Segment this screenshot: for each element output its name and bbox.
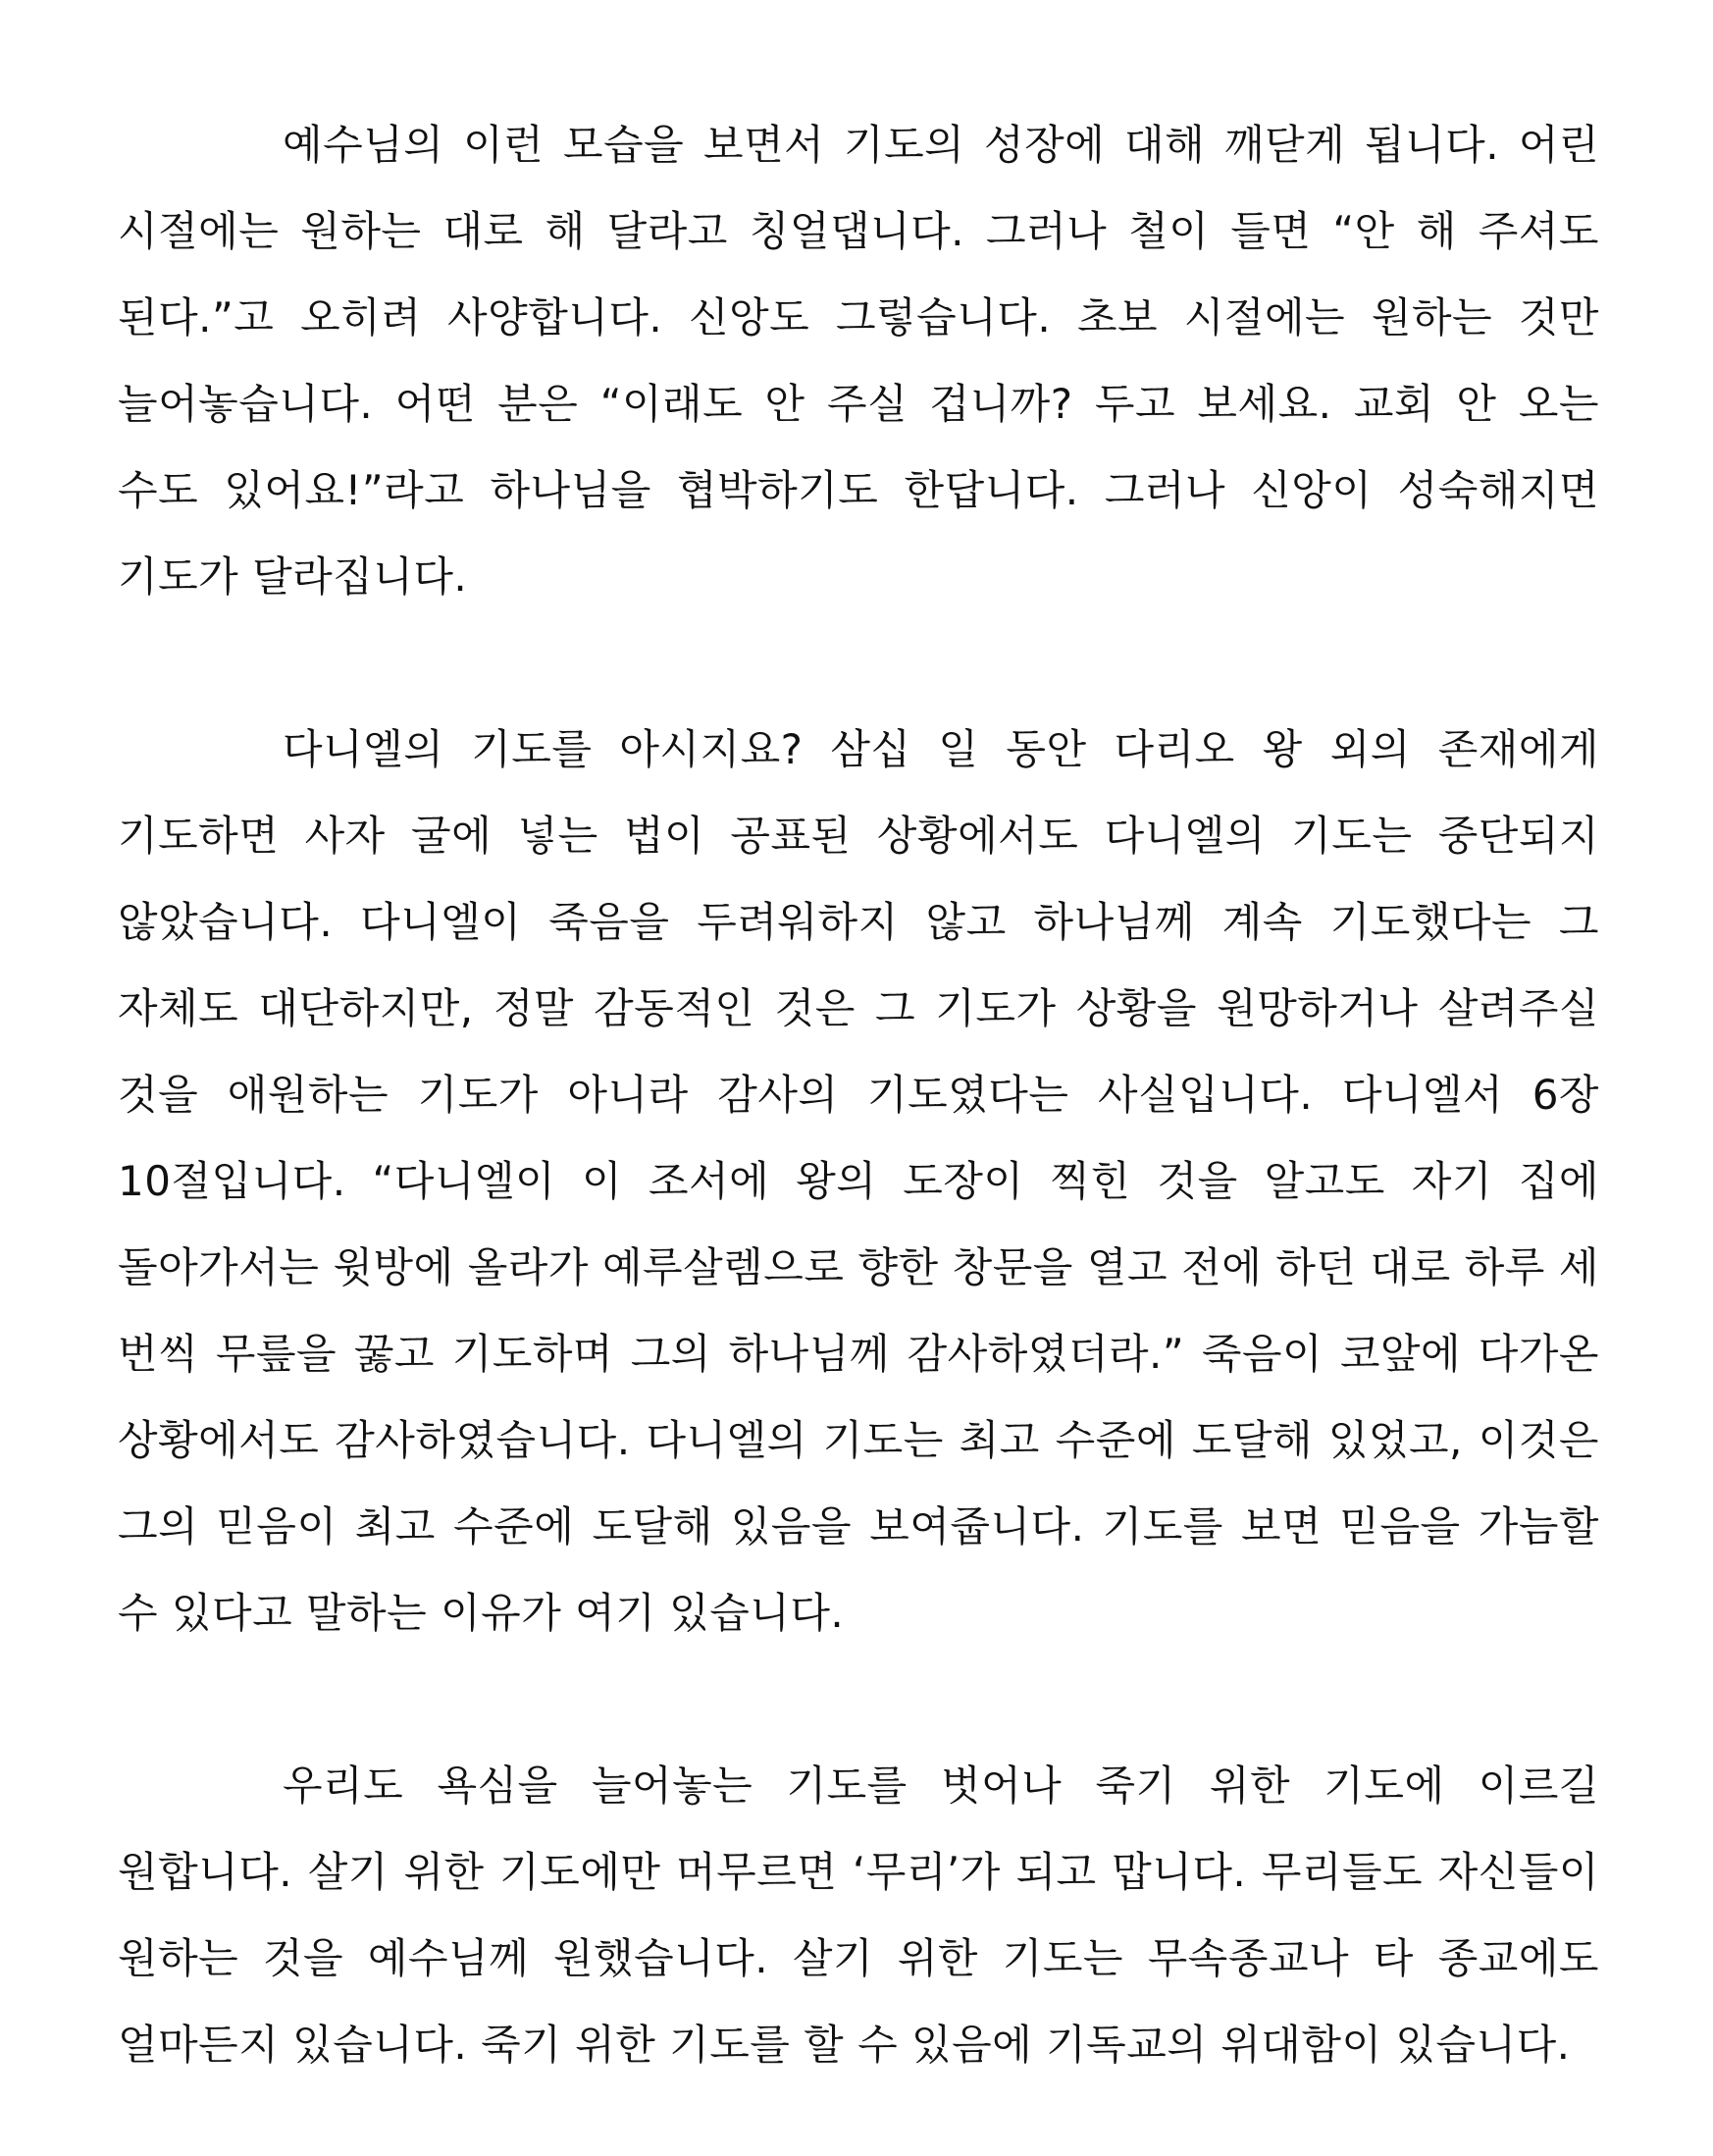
document-page	[118, 102, 1599, 2088]
paragraph-daniel-prayer: 다니엘의 기도를 아시지요? 삼십 일 동안 다리오 왕 외의 존재에게 기도하면 사자 굴에 넣는 법이 공표된 상황에서도 다니엘의 기도는 중단되지 않았습니다. 다니엘이 죽음을 두려워하지 않고 하나님께 계속 기도했다는 그 자체도 대단하지만, 정말 감동적인 것은 그 기도가 상황을 원망하거나 살려주실 것을 애원하는 기도가 아니라 감사의 기도였다는 사실입니다. 다니엘서 6장 10절입니다. “다니엘이 이 조서에 왕의 도장이 찍힌 것을 알고도 자기 집에 돌아가서는 윗방에 올라가 예루살렘으로 향한 창문을 열고 전에 하던 대로 하루 세 번씩 무릎을 꿇고 기도하며 그의 하나님께 감사하였더라.” 죽음이 코앞에 다가온 상황에서도 감사하였습니다. 다니엘의 기도는 최고 수준에 도달해 있었고, 이것은 그의 믿음이 최고 수준에 도달해 있음을 보여줍니다. 기도를 보면 믿음을 가늠할 수 있다고 말하는 이유가 여기 있습니다.	[118, 725, 1599, 1637]
paragraph-prayer-growth: 예수님의 이런 모습을 보면서 기도의 성장에 대해 깨닫게 됩니다. 어린 시절에는 원하는 대로 해 달라고 칭얼댑니다. 그러나 철이 들면 “안 해 주셔도 된다.”고 오히려 사양합니다. 신앙도 그렇습니다. 초보 시절에는 원하는 것만 늘어놓습니다. 어떤 분은 “이래도 안 주실 겁니까? 두고 보세요. 교회 안 오는 수도 있어요!”라고 하나님을 협박하기도 한답니다. 그러나 신앙이 성숙해지면 기도가 달라집니다.	[118, 121, 1599, 601]
paragraph-prayer-to-die: 우리도 욕심을 늘어놓는 기도를 벗어나 죽기 위한 기도에 이르길 원합니다. 살기 위한 기도에만 머무르면 ‘무리’가 되고 맙니다. 무리들도 자신들이 원하는 것을 예수님께 원했습니다. 살기 위한 기도는 무속종교나 타 종교에도 얼마든지 있습니다. 죽기 위한 기도를 할 수 있음에 기독교의 위대함이 있습니다.	[118, 1762, 1599, 2069]
